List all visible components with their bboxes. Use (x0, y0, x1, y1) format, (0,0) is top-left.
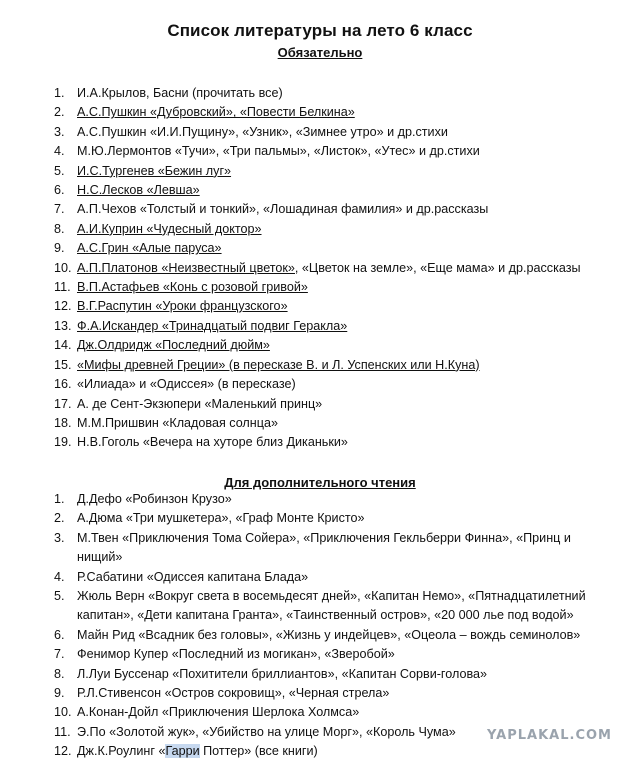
list-item: 1. Д.Дефо «Робинзон Крузо» (54, 492, 232, 506)
selected-text-highlight: Гарри (165, 744, 200, 759)
list-item: 4. Р.Сабатини «Одиссея капитана Блада» (54, 569, 309, 584)
list-item: 5. Жюль Верн «Вокруг света в восемьдесят дней», «Капитан Немо», «Пятнадцатилетний капитан», «Дети капитана Гранта», «Таинственный остров», «20 000 лье под водой» (54, 589, 586, 623)
list-item: 13. Ф.А.Искандер «Тринадцатый подвиг Геракла» (54, 318, 348, 333)
section-heading-required: Обязательно (277, 45, 363, 60)
list-item: 4. М.Ю.Лермонтов «Тучи», «Три пальмы», «Листок», «Утес» и др.стихи (54, 144, 480, 159)
list-item: 12. В.Г.Распутин «Уроки французского» (54, 299, 288, 314)
list-item: 6. Н.С.Лесков «Левша» (54, 183, 200, 198)
list-item: 9. А.С.Грин «Алые паруса» (54, 241, 222, 256)
list-item: 3. А.С.Пушкин «И.И.Пущину», «Узник», «Зимнее утро» и др.стихи (54, 124, 448, 139)
list-item: 12. Дж.К.Роулинг «Гарри Поттер» (все книги) (54, 744, 318, 759)
list-item: 15. «Мифы древней Греции» (в пересказе В. и Л. Успенских или Н.Куна) (54, 357, 480, 372)
list-item: 17. А. де Сент-Экзюпери «Маленький принц» (54, 396, 323, 411)
list-item: 14. Дж.Олдридж «Последний дюйм» (54, 338, 270, 353)
list-item: 3. М.Твен «Приключения Тома Сойера», «Приключения Гекльберри Финна», «Принц и нищий» (54, 530, 571, 565)
list-item: 5. И.С.Тургенев «Бежин луг» (54, 163, 232, 178)
list-item: 8. Л.Луи Буссенар «Похитители бриллиантов», «Капитан Сорви-голова» (54, 666, 488, 681)
list-item: 18. М.М.Пришвин «Кладовая солнца» (54, 415, 278, 430)
list-item: 19. Н.В.Гоголь «Вечера на хуторе близ Диканьки» (54, 435, 348, 450)
section-heading-additional: Для дополнительного чтения (224, 475, 416, 490)
list-item: 11. В.П.Астафьев «Конь с розовой гривой» (54, 280, 308, 295)
required-reading-list (0, 84, 640, 453)
list-item: 16. «Илиада» и «Одиссея» (в пересказе) (54, 377, 296, 392)
list-item: 7. Фенимор Купер «Последний из могикан», «Зверобой» (54, 647, 395, 662)
list-item: 8. А.И.Куприн «Чудесный доктор» (54, 221, 262, 236)
watermark: YAPLAKAL.COM (487, 728, 612, 743)
list-item: 1. И.А.Крылов, Басни (прочитать все) (54, 86, 283, 100)
page-title: Список литературы на лето 6 класс (167, 21, 473, 40)
list-item: 9. Р.Л.Стивенсон «Остров сокровищ», «Черная стрела» (54, 686, 390, 701)
additional-reading-list (0, 490, 640, 762)
list-item: 10. А.П.Платонов «Неизвестный цветок», «Цветок на земле», «Еще мама» и др.рассказы (54, 260, 581, 275)
list-item: 2. А.Дюма «Три мушкетера», «Граф Монте Кристо» (54, 511, 365, 526)
list-item: 10. А.Конан-Дойл «Приключения Шерлока Холмса» (54, 705, 360, 720)
list-item: 6. Майн Рид «Всадник без головы», «Жизнь у индейцев», «Оцеола – вождь семинолов» (54, 627, 581, 642)
list-item: 11. Э.По «Золотой жук», «Убийство на улице Морг», «Король Чума» (54, 724, 456, 739)
list-item: 2. А.С.Пушкин «Дубровский», «Повести Белкина» (54, 105, 355, 120)
list-item: 7. А.П.Чехов «Толстый и тонкий», «Лошадиная фамилия» и др.рассказы (54, 202, 489, 217)
